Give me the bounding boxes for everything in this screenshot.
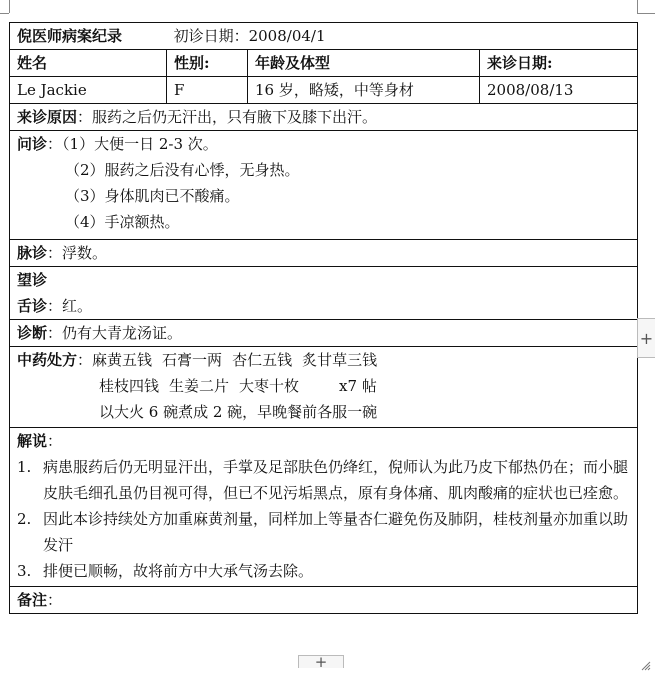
pulse-text: 浮数。 <box>62 244 108 262</box>
tongue-colon: ： <box>47 297 63 315</box>
dosage-count: x7 帖 <box>339 377 377 395</box>
remarks-label: 备注 <box>17 591 48 609</box>
header-visit-date: 来诊日期: <box>480 50 638 77</box>
tongue-label: 舌诊 <box>17 297 48 315</box>
reason-label: 来诊原因 <box>17 108 78 126</box>
explanation-row <box>10 428 638 587</box>
prescription-colon: ： <box>77 351 93 369</box>
herb-1: 麻黄五钱 <box>92 351 153 369</box>
explanation-item-3 <box>17 558 630 584</box>
reason-text: 服药之后仍无汗出，只有腋下及膝下出汗。 <box>92 108 378 126</box>
tongue-text: 红。 <box>62 297 93 315</box>
pulse-colon: ： <box>47 244 63 262</box>
observation-cell <box>10 267 638 320</box>
explanation-num-3: 3. <box>17 562 32 580</box>
diagnosis-text: 仍有大青龙汤证。 <box>62 324 183 342</box>
diagnosis-colon: ： <box>47 324 63 342</box>
herb-4: 炙甘草三钱 <box>302 351 378 369</box>
crop-mark-top-left-v <box>9 0 10 13</box>
explanation-num-2: 2. <box>17 510 32 528</box>
inquiry-colon: ： <box>47 135 63 153</box>
diagnosis-cell <box>10 320 638 347</box>
explanation-item-2 <box>17 506 630 558</box>
prescription-label: 中药处方 <box>17 351 78 369</box>
herb-7: 大枣十枚 <box>239 377 300 395</box>
pulse-label: 脉诊 <box>17 244 48 262</box>
title-row <box>10 23 638 50</box>
add-column-button[interactable] <box>637 318 655 358</box>
explanation-cell <box>10 428 638 587</box>
first-visit-label: 初诊日期： <box>173 27 249 45</box>
herb-5: 桂枝四钱 <box>99 377 160 395</box>
reason-cell <box>10 104 638 131</box>
remarks-row <box>10 587 638 614</box>
plus-icon: + <box>314 653 328 671</box>
header-gender: 性别: <box>167 50 248 77</box>
diagnosis-row <box>10 320 638 347</box>
record-title: 倪医师病案纪录 <box>17 27 123 45</box>
observation-label: 望诊 <box>17 271 48 289</box>
add-row-button[interactable] <box>298 653 344 671</box>
inquiry-label: 问诊 <box>17 135 48 153</box>
diagnosis-label: 诊断 <box>17 324 48 342</box>
prescription-row <box>10 347 638 428</box>
header-age-build: 年龄及体型 <box>248 50 480 77</box>
header-name: 姓名 <box>10 50 167 77</box>
first-visit-date: 2008/04/1 <box>248 27 326 45</box>
reason-colon: ： <box>77 108 93 126</box>
pulse-row <box>10 240 638 267</box>
herb-6: 生姜二片 <box>169 377 230 395</box>
patient-visit-date: 2008/08/13 <box>480 77 638 104</box>
inquiry-item-4: （4）手凉额热。 <box>65 213 180 231</box>
inquiry-item-2: （2）服药之后没有心悸，无身热。 <box>65 161 300 179</box>
remarks-cell <box>10 587 638 614</box>
header-row <box>10 50 638 77</box>
herb-3: 杏仁五钱 <box>232 351 293 369</box>
reason-row <box>10 104 638 131</box>
explanation-text-1: 病患服药后仍无明显汗出，手掌及足部肤色仍绛红，倪师认为此乃皮下郁热仍在；而小腿皮肤毛细孔虽仍目视可得，但已不见污垢黑点，原有身体痛、肌肉酸痛的症状也已痊愈。 <box>43 458 629 502</box>
remarks-colon: ： <box>47 591 63 609</box>
explanation-item-1 <box>17 454 630 506</box>
explanation-num-1: 1. <box>17 458 32 476</box>
explanation-text-3: 排便已顺畅，故将前方中大承气汤去除。 <box>43 562 314 580</box>
plus-icon: + <box>639 328 654 348</box>
prescription-instructions: 以大火 6 碗煮成 2 碗，早晚餐前各服一碗 <box>99 403 378 421</box>
title-cell <box>10 23 638 50</box>
observation-row <box>10 267 638 320</box>
prescription-cell <box>10 347 638 428</box>
explanation-colon: ： <box>47 432 63 450</box>
inquiry-row <box>10 131 638 240</box>
patient-gender: F <box>167 77 248 104</box>
crop-mark-top-right-h <box>637 13 655 14</box>
pulse-cell <box>10 240 638 267</box>
patient-age-build: 16 岁，略矮，中等身材 <box>248 77 480 104</box>
patient-name: Le Jackie <box>10 77 167 104</box>
table-resize-handle-icon[interactable] <box>641 656 651 666</box>
herb-2: 石膏一两 <box>162 351 223 369</box>
medical-record-table <box>9 22 638 614</box>
inquiry-item-3: （3）身体肌肉已不酸痛。 <box>65 187 240 205</box>
explanation-label: 解说 <box>17 432 48 450</box>
inquiry-item-1: （1）大便一日 2-3 次。 <box>62 135 218 153</box>
inquiry-cell <box>10 131 638 240</box>
crop-mark-top-right-v <box>637 0 638 13</box>
explanation-text-2: 因此本诊持续处方加重麻黄剂量，同样加上等量杏仁避免伤及肺阴，桂枝剂量亦加重以助发汗 <box>43 510 629 554</box>
crop-mark-top-left-h <box>0 13 9 14</box>
patient-row <box>10 77 638 104</box>
